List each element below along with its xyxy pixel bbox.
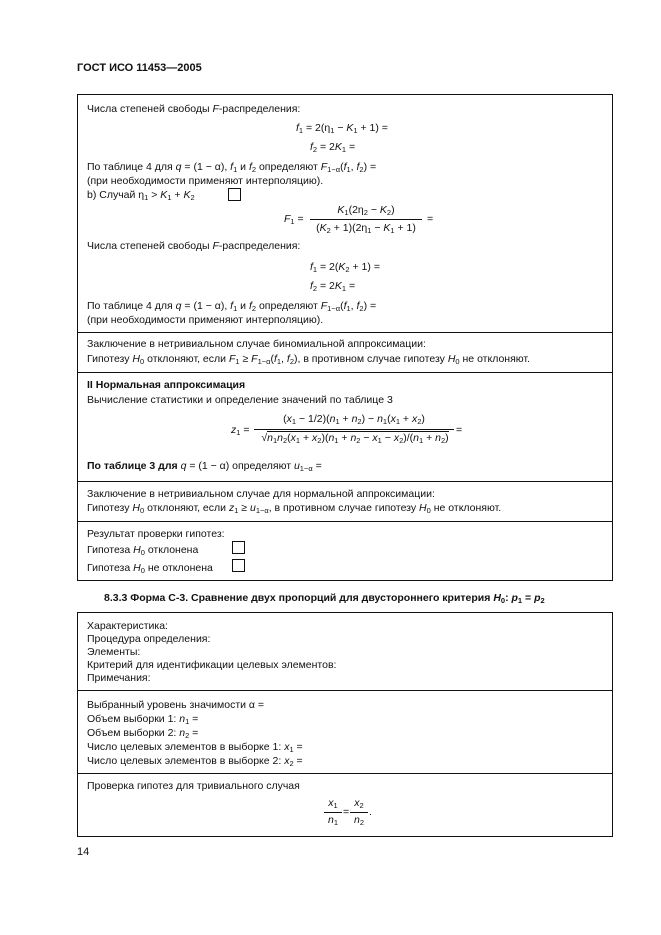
interp-note-1: (при необходимости применяют интерполяцию). xyxy=(87,175,324,187)
trivial-equals: = xyxy=(343,806,350,818)
rejected-checkbox[interactable] xyxy=(232,541,245,554)
F1-fraction-line xyxy=(310,219,422,220)
trivial-rhs-den: $n_2$ xyxy=(353,814,364,827)
divider xyxy=(78,521,612,522)
n1-field: Объем выборки 1: $n_1$ = xyxy=(87,713,199,726)
divider xyxy=(78,690,612,691)
x1-field: Число целевых элементов в выборке 1: $x_1$ = xyxy=(87,741,303,754)
F1-equals: = xyxy=(427,213,434,225)
divider xyxy=(78,332,612,333)
z1-denominator: $√n_1n_2(x_1 + x_2)(n_1 + n_2 - x_1 - x_2)/(n_1 + n_2)$ xyxy=(261,432,449,445)
not-rejected-checkbox[interactable] xyxy=(232,559,245,572)
hypothesis-not-rejected: Гипотеза $H_0$ не отклонена xyxy=(87,562,213,575)
alpha-field: Выбранный уровень значимости α = xyxy=(87,699,265,711)
trivial-rhs-line xyxy=(350,812,368,813)
f1-equation-a: $f_1 = 2(\eta_1 - K_1 + 1)$ = xyxy=(296,122,388,135)
lower-table xyxy=(77,612,613,837)
n2-field: Объем выборки 2: $n_2$ = xyxy=(87,727,199,740)
z1-equals: = xyxy=(456,424,463,436)
divider xyxy=(78,773,612,774)
interp-note-2: (при необходимости применяют интерполяцию). xyxy=(87,314,324,326)
document-title: ГОСТ ИСО 11453—2005 xyxy=(77,62,202,74)
result-label: Результат проверки гипотез: xyxy=(87,528,225,540)
trivial-case-label: Проверка гипотез для тривиального случая xyxy=(87,780,300,792)
trivial-rhs-num: $x_2$ xyxy=(354,797,364,810)
trivial-lhs-den: $n_1$ xyxy=(327,814,338,827)
procedure-field: Процедура определения: xyxy=(87,633,211,645)
trivial-lhs-num: $x_1$ xyxy=(328,797,338,810)
z1-fraction-line xyxy=(254,429,454,430)
F1-denominator: $(K_2 + 1)(2\eta_1 - K_1 + 1)$ xyxy=(316,222,416,235)
conclusion-binom-label: Заключение в нетривиальном случае биномиальной аппроксимации: xyxy=(87,338,426,350)
trivial-period: . xyxy=(369,806,372,818)
notes-field: Примечания: xyxy=(87,672,151,684)
x2-field: Число целевых элементов в выборке 2: $x_2$ = xyxy=(87,755,303,768)
hypothesis-rejected: Гипотеза $H_0$ отклонена xyxy=(87,544,199,557)
conclusion-binom-rule: Гипотезу $H_0$ отклоняют, если $F_1 \ge F_{1-\alpha}(f_1$, $f_2$), в противном случае гипотезу $H_0$ не отклоняют. xyxy=(87,353,530,366)
divider xyxy=(78,372,612,373)
dof-label-2: Числа степеней свободы F-распределения: xyxy=(87,240,301,252)
f2-equation-b: $f_2 = 2K_1$ = xyxy=(310,280,356,293)
normal-approx-subtitle: Вычисление статистики и определение значений по таблице 3 xyxy=(87,394,393,406)
z1-numerator: $(x_1 - 1/2)(n_1 + n_2) - n_1(x_1 + x_2)$ xyxy=(283,413,425,426)
f2-equation-a: $f_2 = 2K_1$ = xyxy=(310,141,356,154)
page-number: 14 xyxy=(77,846,90,858)
divider xyxy=(78,481,612,482)
trivial-lhs-line xyxy=(324,812,342,813)
conclusion-normal-rule: Гипотезу $H_0$ отклоняют, если $z_1 \ge u_{1-\alpha}$, в противном случае гипотезу $H_0$ не отклоняют. xyxy=(87,502,502,515)
F1-numerator: $K_1(2\eta_2 - K_2)$ xyxy=(337,204,395,217)
table-line-2: По таблице 4 для q = (1 − α), $f_1$ и $f_2$ определяют $F_{1-\alpha}(f_1$, $f_2$) = xyxy=(87,300,377,313)
characteristic-field: Характеристика: xyxy=(87,620,168,632)
criterion-field: Критерий для идентификации целевых элементов: xyxy=(87,659,337,671)
dof-label-1: Числа степеней свободы F-распределения: xyxy=(87,103,301,115)
upper-table xyxy=(77,94,613,581)
conclusion-normal-label: Заключение в нетривиальном случае для нормальной аппроксимации: xyxy=(87,488,435,500)
case-b: b) Случай $\eta_1 > K_1 + K_2$ xyxy=(87,189,195,202)
case-b-checkbox[interactable] xyxy=(228,188,241,201)
f1-equation-b: $f_1 = 2(K_2 + 1)$ = xyxy=(310,261,380,274)
normal-approx-heading: II Нормальная аппроксимация xyxy=(87,379,246,391)
table3-line: По таблице 3 для q = (1 − α) определяют $u_{1-\alpha}$ = xyxy=(87,460,322,473)
elements-field: Элементы: xyxy=(87,646,141,658)
z1-label: $z_1$ = xyxy=(231,424,250,437)
section-title: 8.3.3 Форма С-3. Сравнение двух пропорций для двустороннего критерия $H_0$: $p_1 = p_2$ xyxy=(104,592,545,605)
F1-label: $F_1$ = xyxy=(284,213,304,226)
table-line-1: По таблице 4 для q = (1 − α), $f_1$ и $f_2$ определяют $F_{1-\alpha}(f_1$, $f_2$) = xyxy=(87,161,377,174)
